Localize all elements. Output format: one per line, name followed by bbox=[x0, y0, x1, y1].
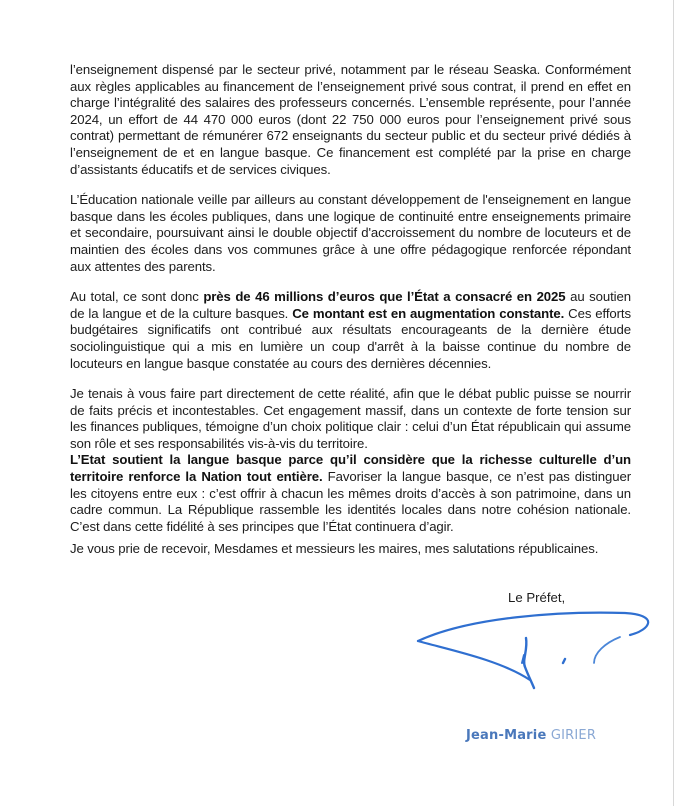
paragraph-text: Ces efforts budgétaires significatifs ont contribué aux résultats encourageants de la dernière étude sociolinguistique qui a mis en lumière un coup d'arrêt à la baisse continue du nombre de locuteurs en langue basque constatée au cours des dernières décennies. bbox=[70, 305, 631, 371]
paragraph-text: au soutien de la langue et de la culture basques. bbox=[70, 289, 631, 321]
letter-body bbox=[70, 62, 631, 549]
signatory-name bbox=[466, 728, 596, 743]
paragraph-text: Je tenais à vous faire part directement de cette réalité, afin que le débat public puisse se nourrir de faits précis et incontestables. Cet engagement massif, dans un contexte de forte tension sur les finances publiques, témoigne d’un choix politique clair : celui d’un État républicain qui assume son rôle et ses responsabilités vis-à-vis du territoire. bbox=[70, 386, 631, 451]
bold-text: près de 46 millions d’euros que l’État a consacré en 2025 bbox=[203, 289, 566, 305]
paragraph-text: L’Éducation nationale veille par ailleurs au constant développement de l'enseignement en langue basque dans les écoles publiques, dans une logique de continuité entre enseignements primaire et secondaire, poursuivant ainsi le double objectif d'accroissement du nombre de locuteurs et de maintien des écoles dans vos communes grâce à une offre pédagogique renforcée répondant aux attentes des parents. bbox=[70, 192, 631, 274]
paragraph-engagement bbox=[70, 386, 631, 452]
signatory-first-name: Jean-Marie bbox=[466, 728, 547, 743]
signatory-title: Le Préfet, bbox=[508, 590, 566, 605]
handwritten-signature-icon bbox=[410, 605, 660, 705]
paragraph-text: l’enseignement dispensé par le secteur privé, notamment par le réseau Seaska. Conformément aux règles applicables au financement de l’enseignement privé sous contrat, il prend en effet en charge l’intégralité des salaires des professeurs concernés. L’ensemble représente, pour l’année 2024, un effort de 44 470 000 euros (dont 22 750 000 euros pour l’enseignement privé sous contrat) permettant de rémunérer 672 enseignants du secteur public et du secteur privé dédiés à l’enseignement de et en langue basque. Ce financement est complété par la prise en charge d’assistants éducatifs et de services civiques. bbox=[70, 62, 631, 177]
bold-text: Ce montant est en augmentation constante. bbox=[292, 305, 565, 321]
paragraph-etat-soutient bbox=[70, 452, 631, 535]
paragraph-text: Favoriser la langue basque, ce n’est pas distinguer les citoyens entre eux : c’est offrir à chacun les mêmes droits d’accès à son patrimoine, dans un cadre commun. La République rassemble les identités locales dans notre cohésion nationale. C’est dans cette fidélité à ses principes que l’État continuera d’agir. bbox=[70, 469, 631, 534]
paragraph-education-nationale bbox=[70, 192, 631, 275]
signatory-last-name: GIRIER bbox=[550, 728, 597, 743]
closing-formula: Je vous prie de recevoir, Mesdames et messieurs les maires, mes salutations républicaines. bbox=[70, 541, 599, 556]
paragraph-text: Au total, ce sont donc bbox=[70, 289, 204, 305]
paragraph-funding bbox=[70, 62, 631, 178]
paragraph-total bbox=[70, 289, 631, 372]
bold-text: L’Etat soutient la langue basque parce qu’il considère que la richesse culturelle d’un territoire renforce la Nation tout entière. bbox=[70, 452, 631, 485]
